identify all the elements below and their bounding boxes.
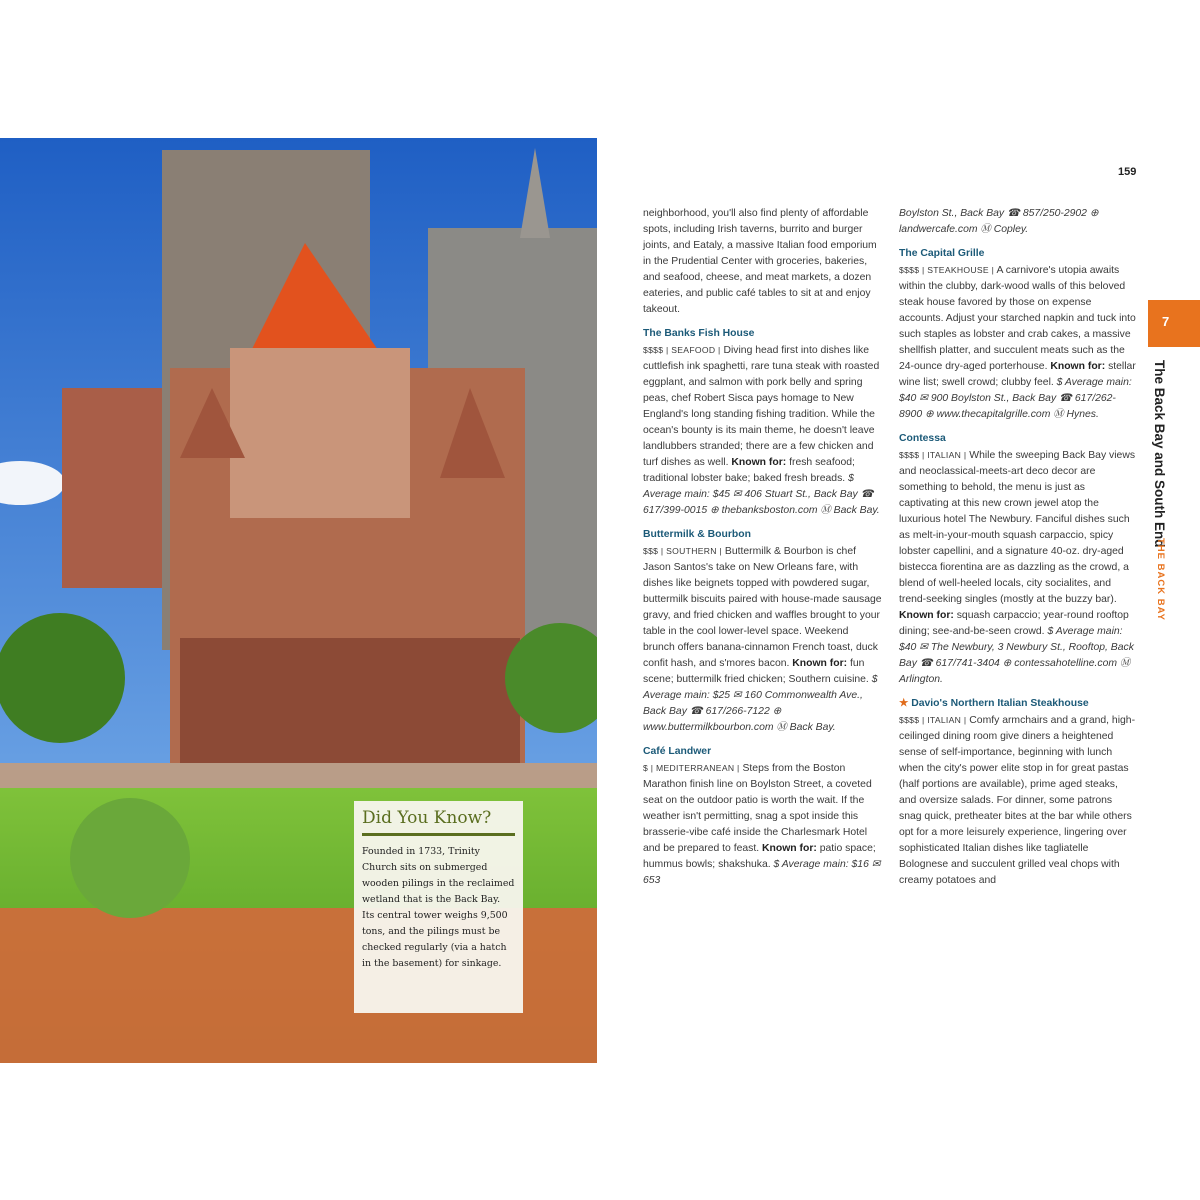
- listing-name: The Banks Fish House: [643, 328, 755, 339]
- listing-meta: $ | MEDITERRANEAN |: [643, 763, 740, 773]
- known-for-label: Known for:: [792, 658, 848, 669]
- known-for: stellar wine list; swell crowd; clubby feel.: [899, 361, 1136, 388]
- listing-name: Contessa: [899, 433, 946, 444]
- listing-name: [899, 696, 1137, 712]
- church-arches: [180, 638, 520, 768]
- intro-paragraph: neighborhood, you'll also find plenty of affordable spots, including Irish taverns, burrito and burger joints, and Eataly, a massive Italian food emporium in the Prudential Center with groceries, bakeries, and seafood, cheese, and meat markets, a dozen eateries, and public café tables to sit at and enjoy takeout.: [643, 208, 877, 315]
- listing-desc: Comfy armchairs and a grand, high-ceilinged dining room give diners a heightened sense of self-importance, beginning with lunch when the city's power elite stop in for great pastas (half portions are available), prime aged steaks, and oversize salads. For dinner, some patrons snag quick, pretheater bites at the bar while others opt for a more leisurely experience, lingering over sophisticated Italian dishes like tagliatelle Bolognese and succulent grilled veal chops with creamy potatoes and: [899, 715, 1136, 886]
- listing-davios: [899, 696, 1137, 889]
- listing-capital-grille: [899, 246, 1137, 423]
- listing-desc: Buttermilk & Bourbon is chef Jason Santos's take on New Orleans fare, with dishes like beignets topped with powdered sugar, buttermilk biscuits paired with house-made sausage gravy, and fried chicken and waffles brought to your table in the cool lower-level space. Weekend brunch offers banana-cinnamon French toast, duck confit hash, and s'mores bacon.: [643, 546, 882, 669]
- listing-buttermilk-bourbon: [643, 527, 883, 736]
- left-building: [62, 388, 162, 588]
- listing-details: $ Average main: $40 ✉ The Newbury, 3 Newbury St., Rooftop, Back Bay ☎ 617/741-3404 ⊕ contessahotelline.com Ⓜ Arlington.: [899, 626, 1134, 685]
- divider: [362, 833, 515, 836]
- chapter-tab: 7: [1148, 300, 1200, 347]
- listing-details: $ Average main: $40 ✉ 900 Boylston St., Back Bay ☎ 617/262-8900 ⊕ www.thecapitalgrille.com Ⓜ Hynes.: [899, 377, 1132, 420]
- listing-desc: While the sweeping Back Bay views and neoclassical-meets-art deco decor are something to behold, the menu is just as captivating at this new crown jewel atop the luxurious hotel The Newbury. Fanciful dishes such as melt-in-your-mouth squash carpaccio, spicy lobster capellini, and a signature 40-oz. dry-aged bistecca fiorentina are as dazzling as the crowd, a blend of well-heeled locals, city socialites, and trend-seeking singles (mostly at the buzzy bar).: [899, 450, 1136, 605]
- continuation: Boylston St., Back Bay ☎ 857/250-2902 ⊕ landwercafe.com Ⓜ Copley.: [899, 208, 1099, 235]
- listing-meta: $$$$ | ITALIAN |: [899, 450, 967, 460]
- listing-desc: Steps from the Boston Marathon finish line on Boylston Street, a coveted seat on the outdoor patio is worth the wait. If the weather isn't permitting, snag a spot inside this brasserie-vibe café inside the Charlesmark Hotel and be prepared to feast.: [643, 763, 872, 854]
- listing-banks-fish-house: [643, 326, 883, 519]
- church-tower: [230, 348, 410, 518]
- listing-name: The Capital Grille: [899, 248, 985, 259]
- known-for-label: Known for:: [899, 610, 954, 621]
- listing-desc: Diving head first into dishes like cuttlefish ink spaghetti, rare tuna steak with roasted eggplant, and salmon with pork belly and spring peas, chef Robert Sisca pays homage to New England's long standing fishing tradition. While the ocean's bounty is its main theme, he doesn't leave landlubbers stranded; there are a few chicken and turf dishes as well.: [643, 345, 880, 468]
- listing-desc: A carnivore's utopia awaits within the clubby, dark-wood walls of this beloved steak house favored by those on expense accounts. Adjust your starched napkin and tuck into such staples as lobster and crab cakes, a massive shellfish platter, and succulent meats such as the 24-ounce dry-aged porterhouse.: [899, 265, 1136, 372]
- listing-meta: $$$$ | SEAFOOD |: [643, 345, 721, 355]
- listing-details: $ Average main: $16 ✉ 653: [643, 859, 881, 886]
- did-you-know-box: [354, 801, 523, 1013]
- listing-meta: $$$ | SOUTHERN |: [643, 546, 722, 556]
- known-for: squash carpaccio; year-round rooftop dining; see-and-be-seen crowd.: [899, 610, 1129, 637]
- listing-contessa: [899, 431, 1137, 688]
- star-icon: ★: [899, 698, 909, 709]
- text-column-1: [643, 206, 883, 897]
- did-you-know-text: Founded in 1733, Trinity Church sits on submerged wooden pilings in the reclaimed wetland that is the Back Bay. Its central tower weighs 9,500 tons, and the pilings must be checked regularly (via a hatch in the basement) for sinkage.: [362, 846, 515, 969]
- known-for: patio space; hummus bowls; shakshuka.: [643, 843, 876, 870]
- known-for: fresh seafood; traditional lobster bake; baked fresh breads.: [643, 457, 855, 484]
- page-number: 159: [1118, 166, 1137, 178]
- listing-cafe-landwer: [643, 744, 883, 889]
- known-for: fun scene; buttermilk fried chicken; Southern cuisine.: [643, 658, 869, 685]
- known-for-label: Known for:: [762, 843, 817, 854]
- chapter-title: The Back Bay and South End: [1152, 360, 1167, 548]
- known-for-label: Known for:: [1050, 361, 1106, 372]
- known-for-label: Known for:: [731, 457, 787, 468]
- text-column-2: [899, 206, 1137, 897]
- listing-name: Buttermilk & Bourbon: [643, 529, 751, 540]
- shrub: [70, 798, 190, 918]
- listing-name: Café Landwer: [643, 746, 712, 757]
- did-you-know-title: Did You Know?: [362, 808, 492, 828]
- listing-details: $ Average main: $45 ✉ 406 Stuart St., Back Bay ☎ 617/399-0015 ⊕ thebanksboston.com Ⓜ Back Bay.: [643, 473, 880, 516]
- tree-left: [0, 613, 125, 743]
- section-title: THE BACK BAY: [1155, 538, 1166, 621]
- listing-meta: $$$$ | ITALIAN |: [899, 715, 967, 725]
- listing-name-text: Davio's Northern Italian Steakhouse: [911, 698, 1089, 709]
- listing-details: $ Average main: $25 ✉ 160 Commonwealth Ave., Back Bay ☎ 617/266-7122 ⊕ www.buttermilkbourbon.com Ⓜ Back Bay.: [643, 674, 878, 733]
- listing-meta: $$$$ | STEAKHOUSE |: [899, 265, 995, 275]
